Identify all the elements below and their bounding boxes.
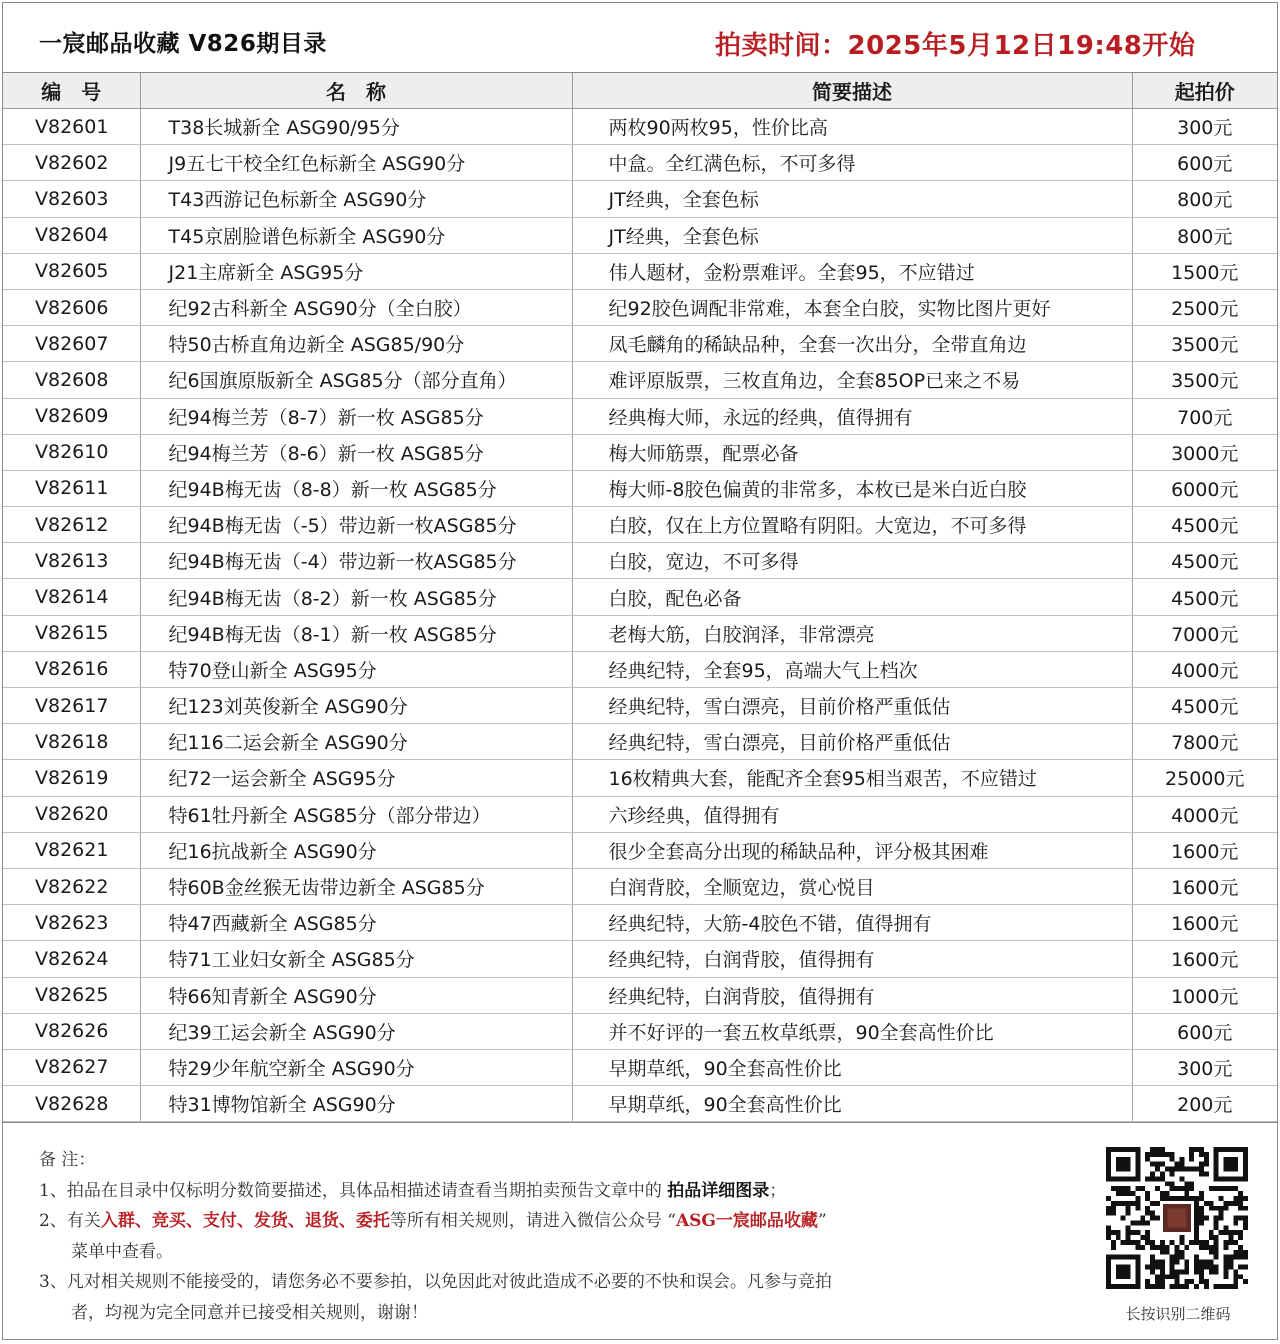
lot-name: 纪94B梅无齿（-5）带边新一枚ASG85分 xyxy=(140,507,572,543)
lot-description: 凤毛麟角的稀缺品种，全套一次出分，全带直角边 xyxy=(572,326,1132,362)
column-header-price: 起拍价 xyxy=(1132,73,1277,109)
lot-description: 六珍经典，值得拥有 xyxy=(572,796,1132,832)
lot-code: V82617 xyxy=(3,688,140,724)
lot-name: 纪16抗战新全 ASG90分 xyxy=(140,832,572,868)
lot-start-price: 4500元 xyxy=(1132,543,1277,579)
lot-code: V82614 xyxy=(3,579,140,615)
lot-description: 经典纪特，白润背胶，值得拥有 xyxy=(572,941,1132,977)
lot-code: V82627 xyxy=(3,1049,140,1085)
table-row xyxy=(3,760,1277,796)
lot-name: 纪39工运会新全 ASG90分 xyxy=(140,1013,572,1049)
table-header-row xyxy=(3,73,1277,109)
lot-start-price: 1600元 xyxy=(1132,832,1277,868)
table-row xyxy=(3,1086,1277,1122)
table-row xyxy=(3,398,1277,434)
lot-start-price: 800元 xyxy=(1132,181,1277,217)
lot-name: J9五七干校全红色标新全 ASG90分 xyxy=(140,145,572,181)
lot-start-price: 4000元 xyxy=(1132,796,1277,832)
lot-name: 纪123刘英俊新全 ASG90分 xyxy=(140,688,572,724)
lot-description: 梅大师-8胶色偏黄的非常多，本枚已是米白近白胶 xyxy=(572,470,1132,506)
note-2-line2: 菜单中查看。 xyxy=(71,1241,173,1262)
lot-description: 难评原版票，三枚直角边，全套85OP已来之不易 xyxy=(572,362,1132,398)
note-2-highlight: 入群、竞买、支付、发货、退货、委托 xyxy=(100,1211,390,1232)
lot-code: V82608 xyxy=(3,362,140,398)
lot-description: 早期草纸，90全套高性价比 xyxy=(572,1049,1132,1085)
table-row xyxy=(3,868,1277,904)
lot-description: JT经典，全套色标 xyxy=(572,181,1132,217)
lot-name: T43西游记色标新全 ASG90分 xyxy=(140,181,572,217)
lot-start-price: 800元 xyxy=(1132,217,1277,253)
lot-code: V82612 xyxy=(3,507,140,543)
lot-description: 经典纪特，雪白漂亮，目前价格严重低估 xyxy=(572,724,1132,760)
table-row xyxy=(3,832,1277,868)
note-3-line2: 者，均视为完全同意并已接受相关规则，谢谢！ xyxy=(71,1302,428,1323)
lot-start-price: 700元 xyxy=(1132,398,1277,434)
lot-description: 梅大师筋票，配票必备 xyxy=(572,434,1132,470)
lot-code: V82615 xyxy=(3,615,140,651)
lot-description: 经典纪特，白润背胶，值得拥有 xyxy=(572,977,1132,1013)
catalog-title: 一宸邮品收藏 V826期目录 xyxy=(39,31,327,57)
lot-name: 特70登山新全 ASG95分 xyxy=(140,651,572,687)
lot-name: 特60B金丝猴无齿带边新全 ASG85分 xyxy=(140,868,572,904)
lot-name: 特31博物馆新全 ASG90分 xyxy=(140,1086,572,1122)
note-1-text: 1、拍品在目录中仅标明分数简要描述，具体品相描述请查看当期拍卖预告文章中的 xyxy=(39,1180,668,1201)
lot-description: 中盒。全红满色标，不可多得 xyxy=(572,145,1132,181)
table-row xyxy=(3,217,1277,253)
note-2 xyxy=(39,1206,1049,1237)
table-row xyxy=(3,1013,1277,1049)
lot-description: JT经典，全套色标 xyxy=(572,217,1132,253)
lot-name: 纪94梅兰芳（8-6）新一枚 ASG85分 xyxy=(140,434,572,470)
lot-code: V82604 xyxy=(3,217,140,253)
lot-code: V82605 xyxy=(3,253,140,289)
lot-name: 纪94B梅无齿（8-8）新一枚 ASG85分 xyxy=(140,470,572,506)
lot-code: V82620 xyxy=(3,796,140,832)
table-row xyxy=(3,507,1277,543)
lot-start-price: 200元 xyxy=(1132,1086,1277,1122)
lot-start-price: 3500元 xyxy=(1132,362,1277,398)
lot-start-price: 6000元 xyxy=(1132,470,1277,506)
note-2-mid: 等所有相关规则，请进入微信公众号 “ xyxy=(389,1211,676,1232)
lot-start-price: 1500元 xyxy=(1132,253,1277,289)
lot-code: V82602 xyxy=(3,145,140,181)
lot-code: V82606 xyxy=(3,289,140,325)
column-header-desc: 简要描述 xyxy=(572,73,1132,109)
lot-code: V82626 xyxy=(3,1013,140,1049)
lot-code: V82611 xyxy=(3,470,140,506)
lot-description: 两枚90两枚95，性价比高 xyxy=(572,109,1132,145)
lot-start-price: 1600元 xyxy=(1132,868,1277,904)
lot-code: V82624 xyxy=(3,941,140,977)
lot-start-price: 4000元 xyxy=(1132,651,1277,687)
table-row xyxy=(3,181,1277,217)
lot-name: T45京剧脸谱色标新全 ASG90分 xyxy=(140,217,572,253)
lot-name: 纪94梅兰芳（8-7）新一枚 ASG85分 xyxy=(140,398,572,434)
lot-name: 特47西藏新全 ASG85分 xyxy=(140,905,572,941)
lot-name: T38长城新全 ASG90/95分 xyxy=(140,109,572,145)
table-row xyxy=(3,145,1277,181)
lot-code: V82619 xyxy=(3,760,140,796)
catalog-page xyxy=(2,2,1278,1340)
table-row xyxy=(3,1049,1277,1085)
note-1 xyxy=(39,1176,1049,1207)
table-row xyxy=(3,543,1277,579)
lot-start-price: 7000元 xyxy=(1132,615,1277,651)
catalog-table xyxy=(3,73,1277,1122)
table-row xyxy=(3,651,1277,687)
lot-start-price: 4500元 xyxy=(1132,688,1277,724)
lot-code: V82621 xyxy=(3,832,140,868)
lot-description: 早期草纸，90全套高性价比 xyxy=(572,1086,1132,1122)
note-2-account: ASG一宸邮品收藏 xyxy=(675,1211,818,1232)
lot-code: V82628 xyxy=(3,1086,140,1122)
lot-description: 16枚精典大套，能配齐全套95相当艰苦，不应错过 xyxy=(572,760,1132,796)
note-2-text: 2、有关 xyxy=(39,1211,101,1232)
table-row xyxy=(3,434,1277,470)
lot-name: 纪116二运会新全 ASG90分 xyxy=(140,724,572,760)
table-row xyxy=(3,905,1277,941)
note-1-end: ； xyxy=(769,1180,787,1201)
table-row xyxy=(3,326,1277,362)
lot-name: 纪92古科新全 ASG90分（全白胶） xyxy=(140,289,572,325)
note-2-end: ” xyxy=(817,1211,827,1232)
lot-description: 白润背胶，全顺宽边，赏心悦目 xyxy=(572,868,1132,904)
lot-start-price: 25000元 xyxy=(1132,760,1277,796)
lot-description: 白胶，仅在上方位置略有阴阳。大宽边，不可多得 xyxy=(572,507,1132,543)
table-row xyxy=(3,724,1277,760)
lot-start-price: 3500元 xyxy=(1132,326,1277,362)
catalog-header xyxy=(3,3,1277,73)
note-3-line1: 3、凡对相关规则不能接受的，请您务必不要参拍，以免因此对彼此造成不必要的不快和误会。凡参与竞拍 xyxy=(39,1272,832,1293)
lot-code: V82609 xyxy=(3,398,140,434)
lot-code: V82622 xyxy=(3,868,140,904)
lot-start-price: 1600元 xyxy=(1132,905,1277,941)
lot-code: V82616 xyxy=(3,651,140,687)
lot-description: 纪92胶色调配非常难，本套全白胶，实物比图片更好 xyxy=(572,289,1132,325)
lot-start-price: 7800元 xyxy=(1132,724,1277,760)
lot-code: V82603 xyxy=(3,181,140,217)
lot-start-price: 300元 xyxy=(1132,109,1277,145)
lot-code: V82613 xyxy=(3,543,140,579)
notes-heading: 备 注： xyxy=(39,1150,96,1171)
lot-name: 特61牡丹新全 ASG85分（部分带边） xyxy=(140,796,572,832)
lot-description: 经典纪特，雪白漂亮，目前价格严重低估 xyxy=(572,688,1132,724)
note-1-bold: 拍品详细图录 xyxy=(667,1180,770,1201)
lot-start-price: 600元 xyxy=(1132,145,1277,181)
lot-start-price: 300元 xyxy=(1132,1049,1277,1085)
lot-code: V82623 xyxy=(3,905,140,941)
table-row xyxy=(3,615,1277,651)
lot-code: V82610 xyxy=(3,434,140,470)
lot-description: 很少全套高分出现的稀缺品种，评分极其困难 xyxy=(572,832,1132,868)
lot-name: 纪72一运会新全 ASG95分 xyxy=(140,760,572,796)
lot-description: 经典纪特，全套95，高端大气上档次 xyxy=(572,651,1132,687)
lot-description: 伟人题材，金粉票难评。全套95，不应错过 xyxy=(572,253,1132,289)
notes-text xyxy=(39,1145,1049,1328)
table-row xyxy=(3,688,1277,724)
table-row xyxy=(3,289,1277,325)
lot-description: 白胶，宽边，不可多得 xyxy=(572,543,1132,579)
lot-code: V82601 xyxy=(3,109,140,145)
lot-name: 特50古桥直角边新全 ASG85/90分 xyxy=(140,326,572,362)
column-header-name: 名 称 xyxy=(140,73,572,109)
table-row xyxy=(3,362,1277,398)
lot-name: 特71工业妇女新全 ASG85分 xyxy=(140,941,572,977)
table-row xyxy=(3,941,1277,977)
notes-section xyxy=(3,1122,1277,1340)
lot-start-price: 3000元 xyxy=(1132,434,1277,470)
table-row xyxy=(3,109,1277,145)
lot-description: 老梅大筋，白胶润泽，非常漂亮 xyxy=(572,615,1132,651)
auction-time: 拍卖时间：2025年5月12日19:48开始 xyxy=(715,31,1196,61)
lot-name: 纪94B梅无齿（-4）带边新一枚ASG85分 xyxy=(140,543,572,579)
lot-name: 特66知青新全 ASG90分 xyxy=(140,977,572,1013)
qr-code-icon[interactable] xyxy=(1106,1147,1248,1289)
lot-start-price: 1000元 xyxy=(1132,977,1277,1013)
lot-description: 白胶，配色必备 xyxy=(572,579,1132,615)
table-row xyxy=(3,796,1277,832)
lot-name: 纪94B梅无齿（8-2）新一枚 ASG85分 xyxy=(140,579,572,615)
lot-code: V82607 xyxy=(3,326,140,362)
lot-description: 经典梅大师，永远的经典，值得拥有 xyxy=(572,398,1132,434)
column-header-code: 编 号 xyxy=(3,73,140,109)
lot-start-price: 4500元 xyxy=(1132,579,1277,615)
lot-start-price: 4500元 xyxy=(1132,507,1277,543)
lot-code: V82618 xyxy=(3,724,140,760)
table-body xyxy=(3,109,1277,1122)
table-row xyxy=(3,977,1277,1013)
qr-caption: 长按识别二维码 xyxy=(1125,1305,1231,1324)
lot-code: V82625 xyxy=(3,977,140,1013)
lot-name: 纪94B梅无齿（8-1）新一枚 ASG85分 xyxy=(140,615,572,651)
lot-start-price: 600元 xyxy=(1132,1013,1277,1049)
table-row xyxy=(3,470,1277,506)
lot-description: 并不好评的一套五枚草纸票，90全套高性价比 xyxy=(572,1013,1132,1049)
lot-name: J21主席新全 ASG95分 xyxy=(140,253,572,289)
lot-description: 经典纪特，大筋-4胶色不错，值得拥有 xyxy=(572,905,1132,941)
lot-start-price: 1600元 xyxy=(1132,941,1277,977)
lot-name: 特29少年航空新全 ASG90分 xyxy=(140,1049,572,1085)
lot-start-price: 2500元 xyxy=(1132,289,1277,325)
table-row xyxy=(3,253,1277,289)
table-row xyxy=(3,579,1277,615)
lot-name: 纪6国旗原版新全 ASG85分（部分直角） xyxy=(140,362,572,398)
